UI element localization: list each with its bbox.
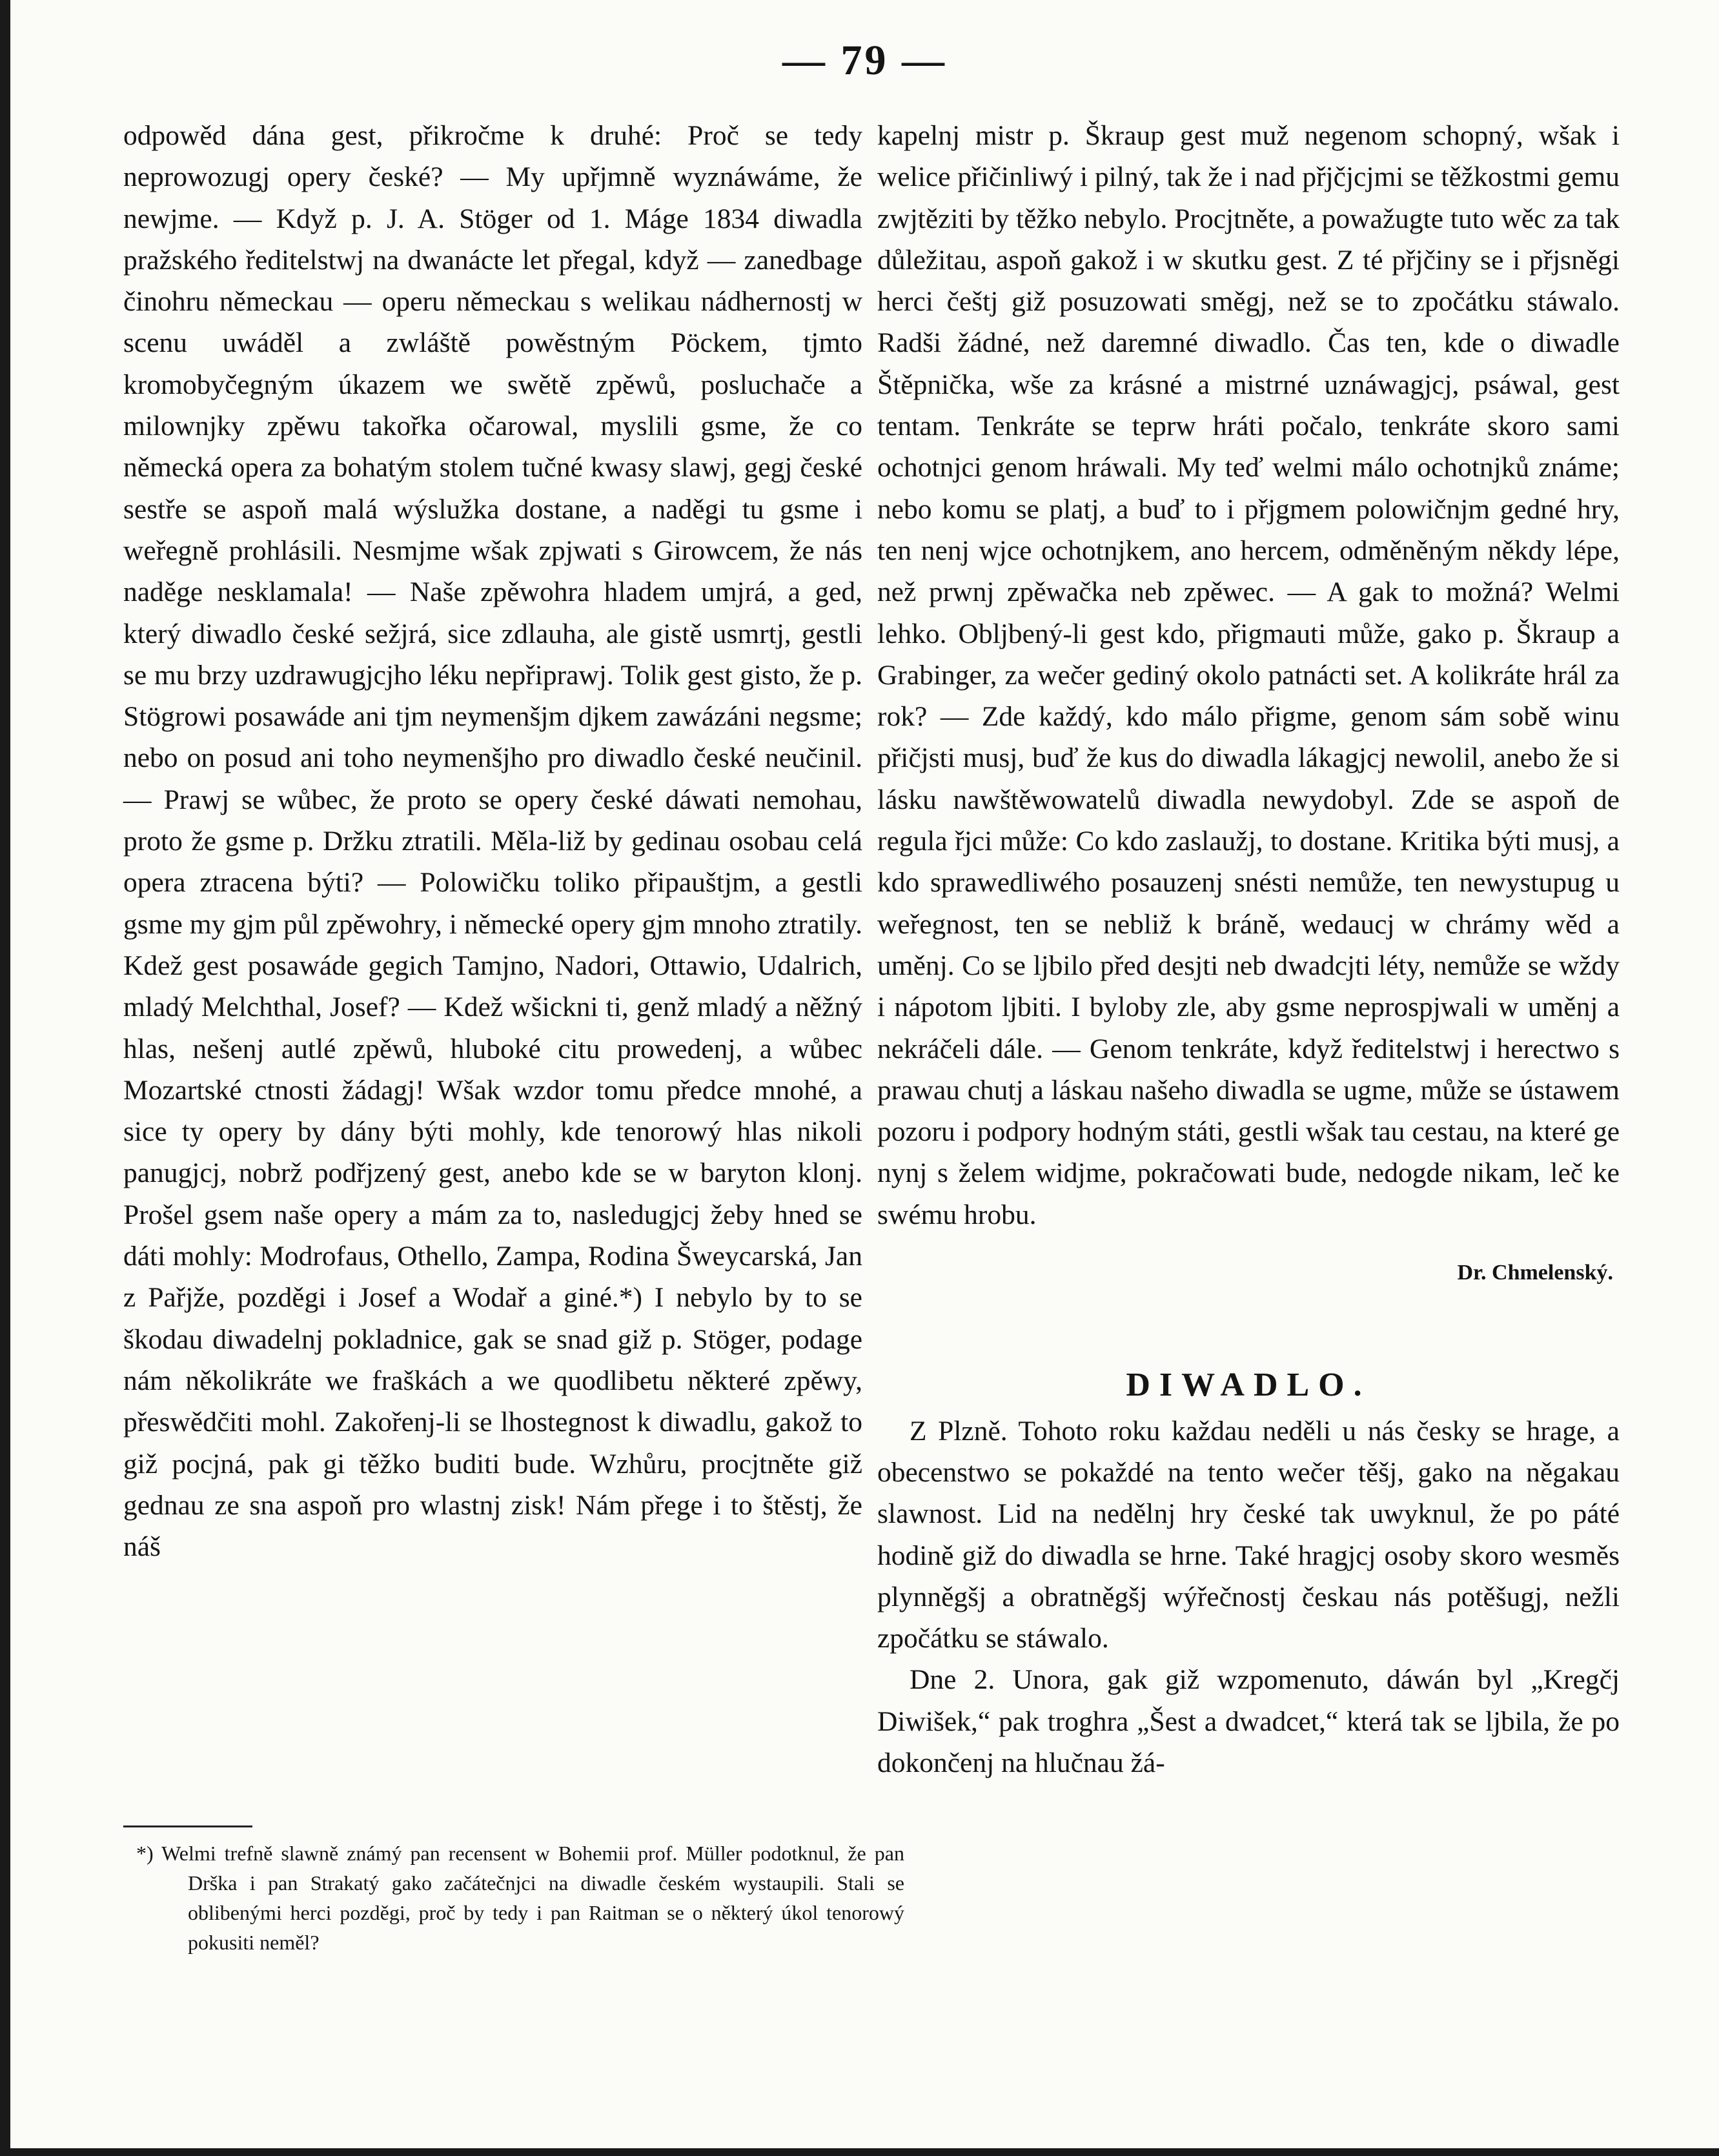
left-column: [123, 115, 862, 1567]
footnote-divider: [123, 1825, 252, 1827]
author-signature: Dr. Chmelenský.: [1457, 1261, 1613, 1285]
footnote: *) Welmi trefně slawně známý pan recensent w Bohemii prof. Müller podotknul, že pan Drška i pan Strakatý gako začátečnjci na diwadle českém wystaupili. Stali se oblibenými herci pozděgi, proč by tedy i pan Raitman se o některý úkol tenorowý pokusiti neměl?: [136, 1842, 904, 1954]
performance-report: Dne 2. Unora, gak giž wzpomenuto, dáwán byl „Kregčj Diwišek,“ pak troghra „Šest a dwadcet,“ která tak se ljbila, že po dokončenj na hlučnau žá-: [877, 1664, 1620, 1778]
plzen-report: Z Plzně. Tohoto roku každau neděli u nás česky se hrage, a obecenstwo se pokaždé na tento wečer těšj, gako na něgakau slawnost. Lid na nedělnj hry české tak uwyknul, že po páté hodině giž do diwadla se hrne. Také hragjcj osoby skoro wesměs plynněgšj a obratněgšj wýřečnostj českau nás potěšugj, nežli zpočátku se stáwalo.: [877, 1415, 1620, 1654]
section-heading: DIWADLO.: [1126, 1367, 1371, 1404]
left-article-text: odpowěd dána gest, přikročme k druhé: Proč se tedy neprowozugj opery české? — My upřjmně wyznáwáme, že newjme. — Když p. J. A. Stöger od 1. Máge 1834 diwadla pražského ředitelstwj na dwanácte let přegal, když — zanedbage činohru německau — operu německau s welikau nádhernostj w scenu uwáděl a zwláště powěstným Pöckem, tjmto kromobyčegným úkazem we swětě zpěwů, posluchače a milownjky zpěwu takořka očarowal, myslili gsme, že co německá opera za bohatým stolem tučné kwasy slawj, gegj české sestře se aspoň malá wýslužka dostane, a naděgi tu gsme i weřegně prohlásili. Nesmjme wšak zpjwati s Girowcem, že nás naděge nesklamala! — Naše zpěwohra hladem umjrá, a ged, který diwadlo české sežjrá, sice zdlauha, ale gistě usmrtj, gestli se mu brzy uzdrawugjcjho léku nepřiprawj. Tolik gest gisto, že p. Stögrowi posawáde ani tjm neymenšjm djkem zawázáni negsme; nebo on posud ani toho neymenšjho pro diwadlo české neučinil. — Prawj se wůbec, že proto se opery české dáwati nemohau, proto že gsme p. Držku ztratili. Měla-liž by gedinau osobau celá opera ztracena býti? — Polowičku toliko připauštjm, a gestli gsme my gjm půl zpěwohry, i německé opery gjm mnoho ztratily. Kdež gest posawáde gegich Tamjno, Nadori, Ottawio, Udalrich, mladý Melchthal, Josef? — Kdež wšickni ti, genž mladý a něžný hlas, nešenj autlé zpěwů, hluboké citu prowedenj, a wůbec Mozartské ctnosti žádagj! Wšak wzdor tomu předce mnohé, a sice ty opery by dány býti mohly, kde tenorowý hlas nikoli panugjcj, nobrž podřjzený gest, anebo kde se w baryton klonj. Prošel gsem naše opery a mám za to, nasledugjcj žeby hned se dáti mohly: Modrofaus, Othello, Zampa, Rodina Šweycarská, Jan z Pařjže, pozděgi i Josef a Wodař a giné.*) I nebylo by to se škodau diwadelnj pokladnice, gak se snad giž p. Stöger, podage nám několikráte we fraškách a we quodlibetu některé zpěwy, přeswědčiti mohl. Zakořenj-li se lhostegnost k diwadlu, gakož to giž pocjná, pak gi těžko buditi bude. Wzhůru, procjtněte giž gednau ze sna aspoň pro wlastnj zisk! Nám přege i to štěstj, že náš: [123, 120, 862, 1563]
right-article-text: kapelnj mistr p. Škraup gest muž negenom schopný, wšak i welice přičinliwý i pilný, tak že i nad přjčjcjmi se těžkostmi gemu zwjtěziti by těžko nebylo. Procjtněte, a powažugte tuto wěc za tak důležitau, aspoň gakož i w skutku gest. Z té přjčiny se i přjsněgi herci češtj giž posuzowati směgj, než se to zpočátku stáwalo. Radši žádné, než daremné diwadlo. Čas ten, kde o diwadle Štěpničkа, wše za krásné a mistrné uznáwagjcj, psáwal, gest tentam. Tenkráte se teprw hráti počalo, tenkráte skoro sami ochotnjci genom hráwali. My teď welmi málo ochotnjků známe; nebo komu se platj, a buď to i přjgmem polowičnjm gedné hry, ten nenj wjce ochotnjkem, ano hercem, odměněným někdy lépe, než prwnj zpěwačka neb zpěwec. — A gak to možná? Welmi lehko. Obljbený-li gest kdo, přigmauti může, gako p. Škraup a Grabinger, za wečer gediný okolo patnácti set. A kolikráte hrál za rok? — Zde každý, kdo málo přigme, genom sám sobě winu přičjsti musj, buď že kus do diwadla lákagjcj newolil, anebo že si lásku nawštěwowatelů diwadla newydobyl. Zde se aspoň de regula řjci může: Co kdo zaslaužj, to dostane. Kritika býti musj, a kdo sprawedliwého posauzenj snésti nemůže, ten newystupug u weřegnost, ten se nebliž k bráně, wedaucj w chrámy wěd a uměnj. Co se ljbilo před desjti neb dwadcjti léty, nemůže se wždy i nápotom ljbiti. I byloby zle, aby gsme neprospjwali w uměnj a nekráčeli dále. — Genom tenkráte, když ředitelstwj i herectwo s prawau chutj a láskau našeho diwadla se ugme, může se ústawem pozoru i podpory hodným státi, gestli wšak tau cestau, na které ge nynj s želem widjme, pokračowati bude, nedogde nikam, leč ke swému hrobu.: [877, 120, 1620, 1230]
page-number: — 79 —: [782, 37, 947, 84]
right-column: [877, 115, 1620, 1784]
